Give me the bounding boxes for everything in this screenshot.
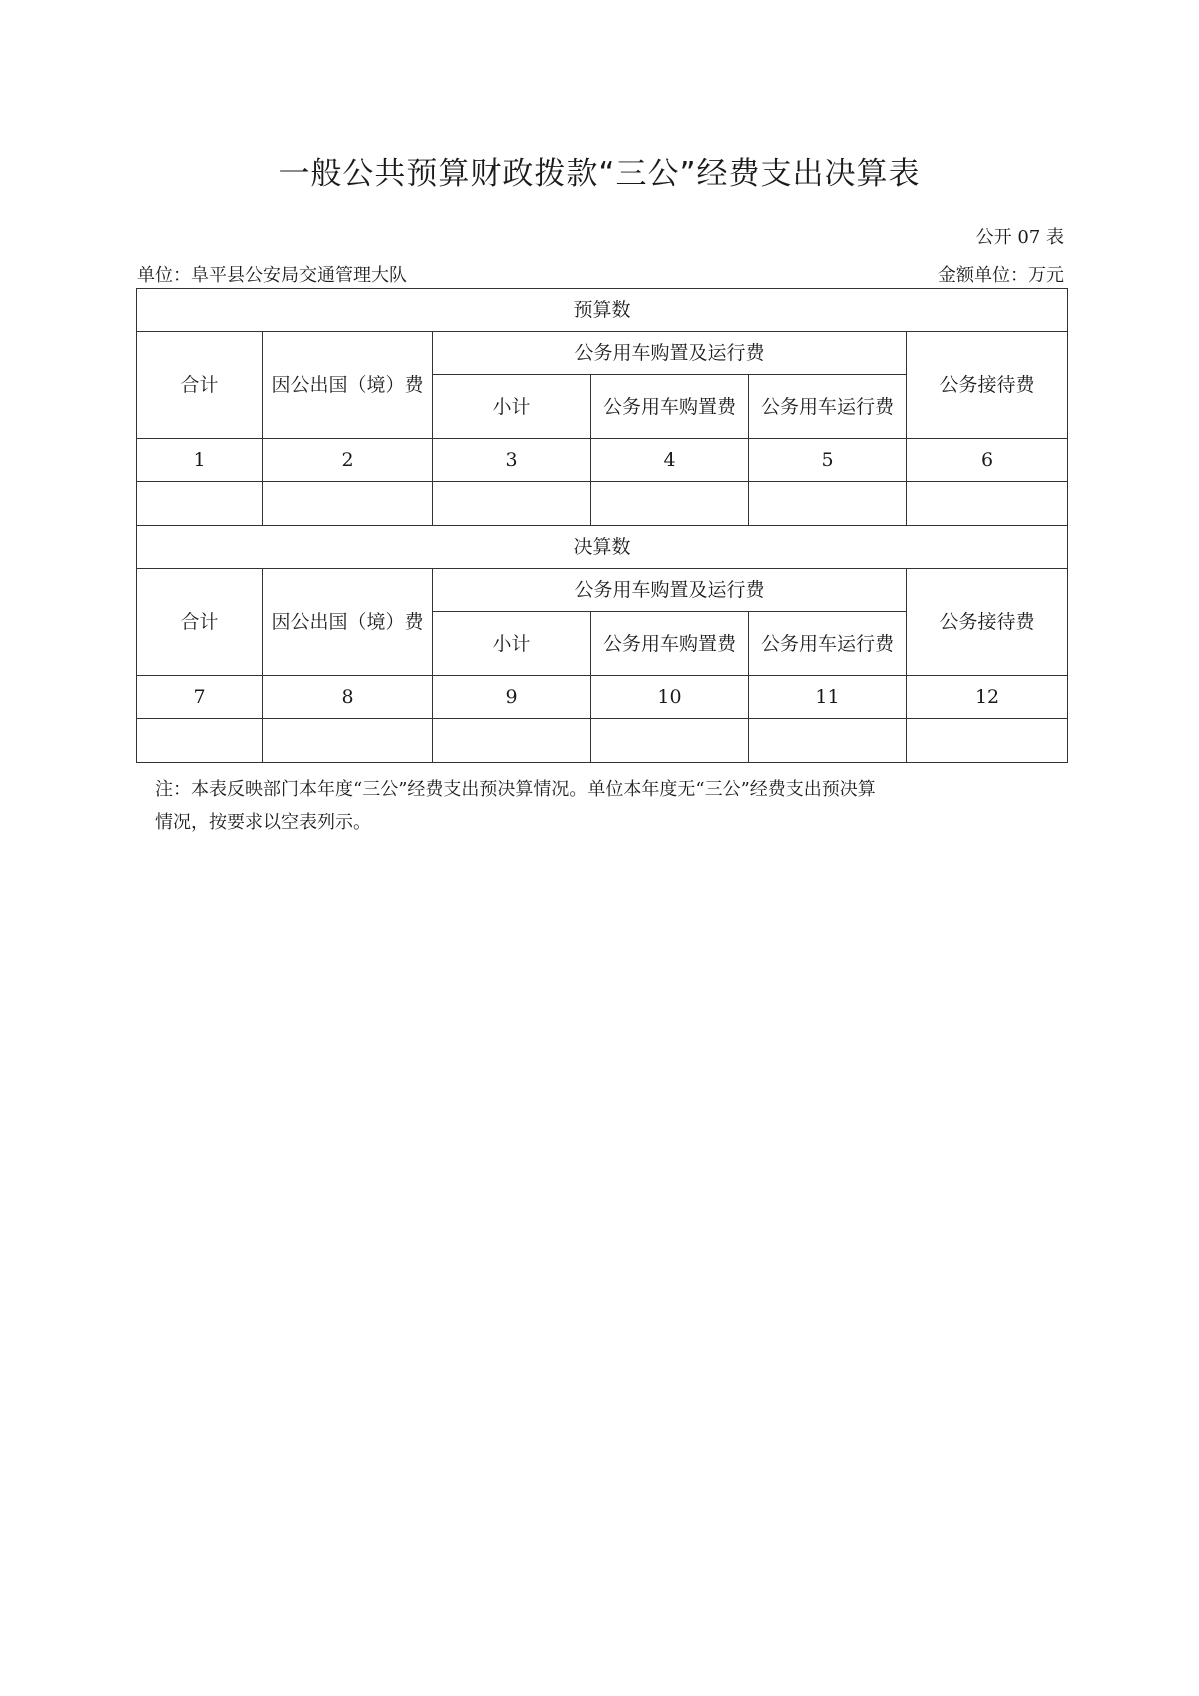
three-public-expenses-table xyxy=(136,288,1068,763)
header-row xyxy=(137,569,1068,612)
header-abroad: 因公出国（境）费 xyxy=(263,569,433,676)
note-line: 情况，按要求以空表列示。 xyxy=(155,812,371,833)
column-number-row xyxy=(137,676,1068,719)
header-reception: 公务接待费 xyxy=(907,569,1068,676)
value-cell xyxy=(591,719,749,763)
column-number: 7 xyxy=(137,676,263,719)
header-vehicle-operation: 公务用车运行费 xyxy=(749,612,907,676)
value-cell xyxy=(907,482,1068,526)
header-row xyxy=(137,332,1068,375)
value-row xyxy=(137,719,1068,763)
value-cell xyxy=(749,482,907,526)
header-total: 合计 xyxy=(137,332,263,439)
value-cell xyxy=(749,719,907,763)
value-cell xyxy=(907,719,1068,763)
value-cell xyxy=(433,482,591,526)
header-vehicle-purchase: 公务用车购置费 xyxy=(591,375,749,439)
value-row xyxy=(137,482,1068,526)
column-number: 10 xyxy=(591,676,749,719)
unit-label: 单位：阜平县公安局交通管理大队 xyxy=(137,265,407,286)
header-vehicle-group: 公务用车购置及运行费 xyxy=(433,332,907,375)
column-number: 9 xyxy=(433,676,591,719)
column-number: 11 xyxy=(749,676,907,719)
column-number: 2 xyxy=(263,439,433,482)
header-subtotal: 小计 xyxy=(433,612,591,676)
header-vehicle-operation: 公务用车运行费 xyxy=(749,375,907,439)
value-cell xyxy=(137,719,263,763)
value-cell xyxy=(433,719,591,763)
table-note xyxy=(155,773,1075,839)
value-cell xyxy=(263,719,433,763)
header-abroad: 因公出国（境）费 xyxy=(263,332,433,439)
header-vehicle-purchase: 公务用车购置费 xyxy=(591,612,749,676)
value-cell xyxy=(591,482,749,526)
section-title-final: 决算数 xyxy=(137,526,1068,569)
column-number: 8 xyxy=(263,676,433,719)
section-title-row xyxy=(137,289,1068,332)
column-number: 3 xyxy=(433,439,591,482)
form-number: 公开 07 表 xyxy=(975,227,1064,248)
header-vehicle-group: 公务用车购置及运行费 xyxy=(433,569,907,612)
amount-unit-label: 金额单位：万元 xyxy=(938,265,1064,286)
section-title-row xyxy=(137,526,1068,569)
note-line: 注：本表反映部门本年度“三公”经费支出预决算情况。单位本年度无“三公”经费支出预决算 xyxy=(155,779,876,800)
page-title: 一般公共预算财政拨款“三公”经费支出决算表 xyxy=(278,156,921,192)
header-subtotal: 小计 xyxy=(433,375,591,439)
value-cell xyxy=(137,482,263,526)
section-title-budget: 预算数 xyxy=(137,289,1068,332)
header-total: 合计 xyxy=(137,569,263,676)
column-number: 6 xyxy=(907,439,1068,482)
column-number-row xyxy=(137,439,1068,482)
column-number: 12 xyxy=(907,676,1068,719)
value-cell xyxy=(263,482,433,526)
column-number: 5 xyxy=(749,439,907,482)
column-number: 4 xyxy=(591,439,749,482)
header-reception: 公务接待费 xyxy=(907,332,1068,439)
column-number: 1 xyxy=(137,439,263,482)
